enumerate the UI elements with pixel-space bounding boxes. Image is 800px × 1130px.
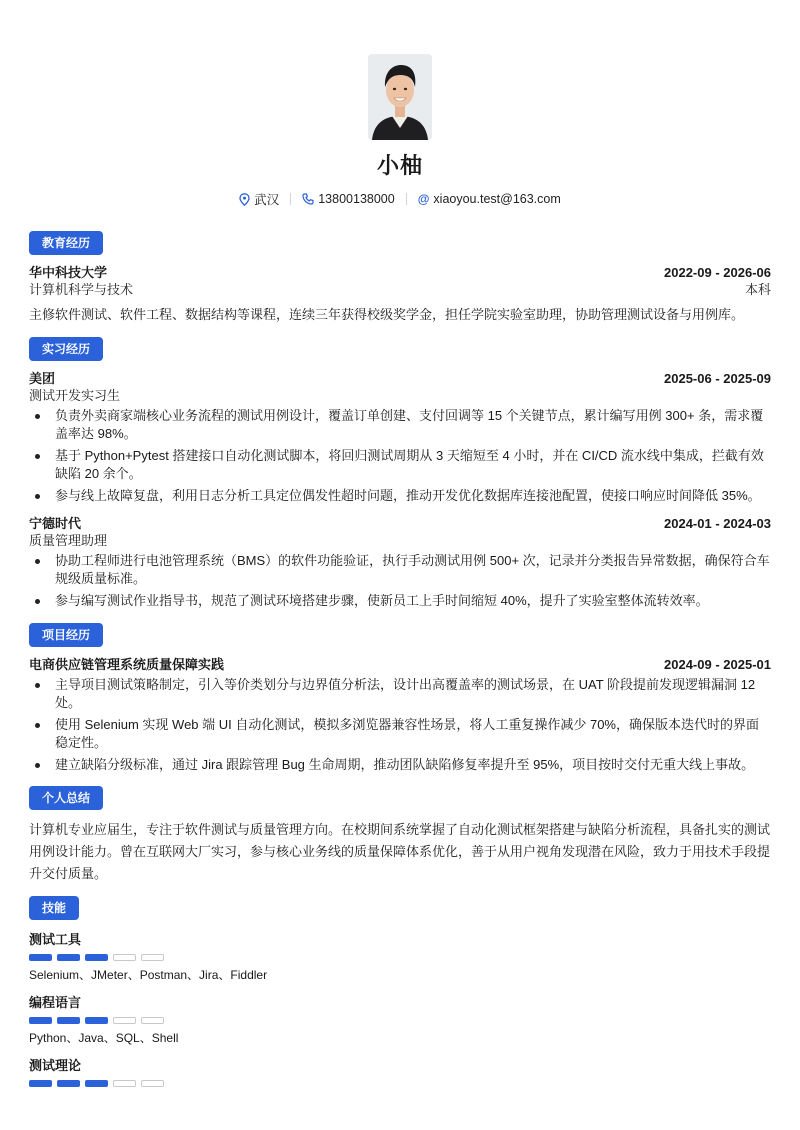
avatar-portrait-image — [368, 54, 432, 140]
list-item: 主导项目测试策略制定，引入等价类划分与边界值分析法，设计出高覆盖率的测试场景，在 UAT 阶段提前发现逻辑漏洞 12 处。 — [29, 676, 771, 712]
project-name: 电商供应链管理系统质量保障实践 — [29, 657, 225, 672]
education-section-title: 教育经历 — [29, 231, 103, 255]
company-name: 宁德时代 — [29, 516, 82, 531]
skill-level-filled — [85, 954, 108, 961]
contact-divider — [290, 193, 291, 205]
internship-section — [29, 337, 771, 610]
list-item: 参与线上故障复盘，利用日志分析工具定位偶发性超时问题，推动开发优化数据库连接池配置，使接口响应时间降低 35%。 — [29, 487, 771, 505]
education-sub-row — [29, 281, 771, 298]
project-section — [29, 623, 771, 774]
map-pin-icon — [239, 193, 250, 206]
company-name: 美团 — [29, 371, 56, 386]
list-item: 基于 Python+Pytest 搭建接口自动化测试脚本，将回归测试周期从 3 天缩短至 4 小时，并在 CI/CD 流水线中集成，拦截有效缺陷 20 余个。 — [29, 447, 771, 483]
skill-level-empty — [141, 1017, 164, 1024]
skill-list: Python、Java、SQL、Shell — [29, 1031, 179, 1045]
education-period: 2022-09 - 2026-06 — [664, 265, 771, 280]
skill-title: 测试工具 — [29, 932, 82, 947]
candidate-name: 小柚 — [376, 153, 423, 178]
skill-item — [29, 1055, 771, 1087]
summary-section-title: 个人总结 — [29, 786, 103, 810]
major: 计算机科学与技术 — [29, 282, 134, 297]
contact-location — [239, 190, 279, 208]
skill-list: Selenium、JMeter、Postman、Jira、Fiddler — [29, 968, 268, 982]
internship-period: 2024-01 - 2024-03 — [664, 516, 771, 531]
contact-email — [418, 192, 561, 206]
internship-header-row — [29, 515, 771, 532]
internship-header-row — [29, 370, 771, 387]
skill-item — [29, 929, 771, 983]
education-description: 主修软件测试、软件工程、数据结构等课程，连续三年获得校级奖学金，担任学院实验室助理，协助管理测试设备与用例库。 — [29, 307, 745, 322]
contact-bar — [29, 190, 771, 208]
avatar — [368, 54, 432, 140]
project-period: 2024-09 - 2025-01 — [664, 657, 771, 672]
skill-level-filled — [29, 1017, 52, 1024]
location-text: 武汉 — [254, 193, 280, 207]
phone-icon — [302, 193, 314, 205]
skill-level-filled — [85, 1080, 108, 1087]
list-item: 协助工程师进行电池管理系统（BMS）的软件功能验证，执行手动测试用例 500+ 次，记录并分类报告异常数据，确保符合车规级质量标准。 — [29, 552, 771, 588]
skill-level-bars — [29, 954, 771, 961]
contact-phone — [302, 192, 394, 206]
resume-header — [29, 0, 771, 208]
internship-role: 质量管理助理 — [29, 533, 108, 548]
skill-level-filled — [57, 954, 80, 961]
list-item: 参与编写测试作业指导书，规范了测试环境搭建步骤，使新员工上手时间缩短 40%，提升了实验室整体流转效率。 — [29, 592, 771, 610]
skill-item — [29, 992, 771, 1046]
contact-divider — [406, 193, 407, 205]
skill-level-bars — [29, 1080, 771, 1087]
skill-level-filled — [85, 1017, 108, 1024]
degree: 本科 — [744, 282, 771, 297]
internship-bullets — [29, 407, 771, 505]
internship-role: 测试开发实习生 — [29, 388, 121, 403]
internship-bullets — [29, 552, 771, 610]
skill-level-empty — [141, 954, 164, 961]
skill-level-empty — [113, 1080, 136, 1087]
education-section — [29, 231, 771, 326]
skill-title: 测试理论 — [29, 1058, 82, 1073]
school-name: 华中科技大学 — [29, 265, 108, 280]
internship-item — [29, 370, 771, 505]
list-item: 负责外卖商家端核心业务流程的测试用例设计，覆盖订单创建、支付回调等 15 个关键节点，累计编写用例 300+ 条，需求覆盖率达 98%。 — [29, 407, 771, 443]
project-bullets — [29, 676, 771, 774]
internship-period: 2025-06 - 2025-09 — [664, 371, 771, 386]
summary-text: 计算机专业应届生，专注于软件测试与质量管理方向。在校期间系统掌握了自动化测试框架搭建与缺陷分析流程，具备扎实的测试用例设计能力。曾在互联网大厂实习，参与核心业务线的质量保障体系优化，善于从用户视角发现潜在风险，致力于用技术手段提升交付质量。 — [29, 822, 771, 881]
skill-level-filled — [29, 1080, 52, 1087]
skills-section — [29, 896, 771, 1087]
project-section-title: 项目经历 — [29, 623, 103, 647]
skill-level-empty — [113, 1017, 136, 1024]
skill-level-empty — [141, 1080, 164, 1087]
skills-section-title: 技能 — [29, 896, 79, 920]
summary-section — [29, 786, 771, 885]
at-sign-icon: @ — [417, 192, 430, 206]
skill-level-empty — [113, 954, 136, 961]
skill-title: 编程语言 — [29, 995, 82, 1010]
skill-level-filled — [57, 1017, 80, 1024]
list-item: 建立缺陷分级标准，通过 Jira 跟踪管理 Bug 生命周期，推动团队缺陷修复率提升至 95%，项目按时交付无重大线上事故。 — [29, 756, 771, 774]
education-header-row — [29, 264, 771, 281]
email-text: xiaoyou.test@163.com — [433, 192, 561, 206]
skill-level-filled — [57, 1080, 80, 1087]
skill-level-bars — [29, 1017, 771, 1024]
list-item: 使用 Selenium 实现 Web 端 UI 自动化测试，模拟多浏览器兼容性场景，将人工重复操作减少 70%，确保版本迭代时的界面稳定性。 — [29, 716, 771, 752]
phone-text: 13800138000 — [318, 192, 395, 206]
internship-item — [29, 515, 771, 610]
project-header-row — [29, 656, 771, 673]
skill-level-filled — [29, 954, 52, 961]
internship-section-title: 实习经历 — [29, 337, 103, 361]
